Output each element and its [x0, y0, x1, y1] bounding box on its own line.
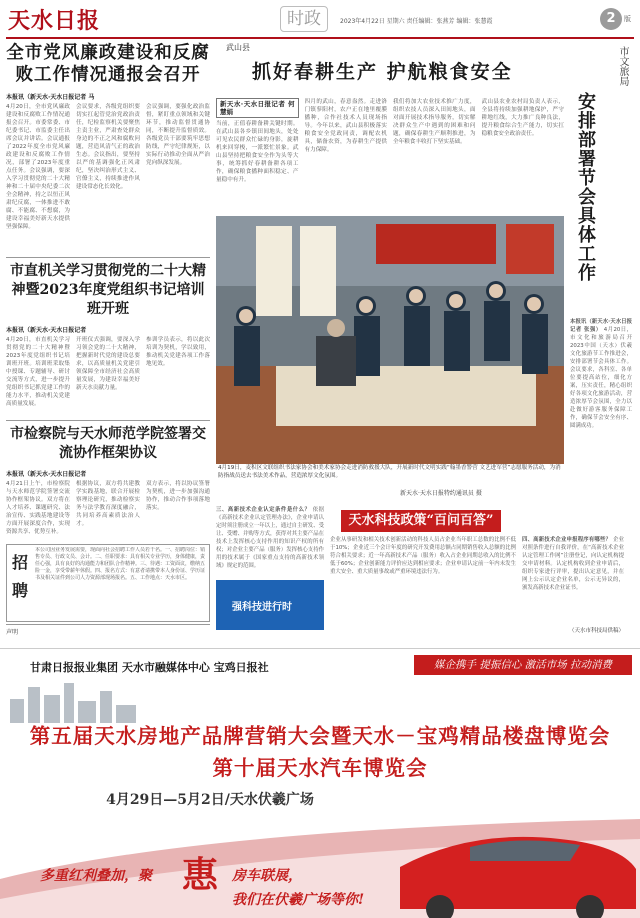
article-text: 我们将加大农业技术推广力度，组织农技人员深入田间地头，面对面开展技术指导服务，切实解决群众生产中遇到的困难和问题，确保春耕生产顺利推进，为全年粮食丰收打下坚实基础。 [393, 99, 476, 145]
article-text: 4月21日上午，市检察院与天水师范学院签署交流协作框架协议。双方将在人才培养、课题研究、法治宣传、实践基地建设等方面开展深度合作，实现资源共享、优势互补。 [6, 481, 70, 535]
tech-column-1 [216, 506, 324, 578]
ad-promo-left: 多重红利叠加，聚 [40, 868, 152, 884]
spring-farming-article [216, 42, 564, 84]
spring-farming-body [216, 98, 564, 216]
article-text: 根据协议，双方将共建教学实践基地，联合开展检察理论研究，推动检察实务与法学教育深度融合，共同培养高素质法治人才。 [76, 481, 140, 527]
article-text: 当前，正值春耕备耕关键时期。在武山县各乡镇田间地头，处处可见农民群众忙碌的身影，旋耕机来回穿梭，一派繁忙景象。武山县坚持把粮食安全作为头等大事，统筹抓好春耕备耕各项工作，确保粮食播种面积稳定、产量稳中有升。 [216, 121, 299, 183]
article-body-training [6, 336, 210, 416]
article-text: 依据《高新技术企业认定管理办法》，企业申请认定时须注册成立一年以上，通过自主研发、受让、受赠、并购等方式，获得对其主要产品在技术上发挥核心支持作用的知识产权的所有权；对企业主要产品（服务）发挥核心支持作用的技术属于《国家重点支持的高新技术领域》规定的范围。 [216, 507, 324, 569]
byline-training: 本报讯（新天水·天水日报记者 [6, 327, 87, 334]
ad-date-venue: 4月29日—5月2日/天水伏羲广场 [106, 792, 314, 808]
byline-anticorruption: 本报讯（新天水·天水日报记者 马 [6, 94, 95, 101]
headline-anticorruption[interactable]: 全市党风廉政建设和反腐败工作情况通报会召开 [6, 43, 210, 85]
article-kicker: 武山县 [226, 43, 250, 52]
headline-training[interactable]: 市直机关学习贯彻党的二十大精神暨2023年度党组织书记培训班开班 [10, 263, 206, 317]
photo-caption: 4月19日，麦积区文联组织书法家协会和美术家协会走进消防救援大队，开展新时代文明实践“翰墨香警营 文艺进军营”志愿服务活动，为消防指战员送去书法美术作品，营造浓厚文化氛围。 [218, 465, 561, 479]
article-text: 会议要求，各级党组织要切实扛起管党治党政治责任，纪检监察机关要聚焦主责主业，严肃查处群众身边的不正之风和腐败问题，营造风清气正的政治生态。会议指出，要坚持以严的基调强化正风肃纪，坚决纠治形式主义、官僚主义，持续推进作风建设常态化长效化。 [76, 104, 140, 190]
article-text: 武山县农业农村局负责人表示，全县将持续加强耕地保护，严守耕地红线，大力推广良种良法，提升粮食综合生产能力，切实扛稳粮食安全政治责任。 [481, 99, 564, 137]
classified-ad[interactable] [6, 544, 210, 622]
section-label: 时政 [280, 6, 328, 32]
byline-festival: 本报讯（新天水·天水日报记者 张强） [570, 319, 632, 333]
tech-question-1: 三、高新技术企业认定条件是什么？ [216, 507, 311, 513]
statement-label: 声明 [6, 624, 210, 636]
ad-promo-bottom: 我们在伏羲广场等你! [232, 892, 365, 908]
article-text: 四月的武山，春意盎然。走进洛门镇蓼阳村，农户正在地里覆膜播种，合作社技术人员现场指导。今年以来，武山县积极落实粮食安全党政同责，调配农机具，储备农资，为春耕生产提供有力保障。 [304, 99, 387, 153]
tech-column-3 [522, 536, 624, 624]
byline-farming: 新天水·天水日报记者 何慧娟 [216, 98, 299, 118]
tech-question-2: 四、高新技术企业申报程序有哪些？ [522, 537, 612, 543]
tech-policy-section [216, 506, 630, 636]
ad-promo-right: 房车联展， [232, 868, 302, 884]
article-body-festival [570, 318, 632, 473]
ad-title-auto: 第十届天水汽车博览会 [212, 756, 428, 780]
tech-thumbnail[interactable]: 强科技进行时 [216, 580, 324, 630]
article-text: 参训学员表示，将以此次培训为契机，学以致用，推动机关党建各项工作落地见效。 [146, 337, 210, 367]
ad-sponsors: 甘肃日报报业集团 天水市融媒体中心 宝鸡日报社 [30, 661, 269, 674]
article-text: 双方表示，将以协议签署为契机，进一步加强沟通协作，推动合作事项落地落实。 [146, 481, 210, 511]
ad-hui-character: 惠 [182, 854, 219, 896]
tech-policy-banner[interactable]: 天水科技政策“百问百答” [341, 510, 501, 532]
article-text: 4月20日，市直机关学习贯彻党的二十大精神暨2023年度党组织书记培训班开班。培训班采取集中授课、专题辅导、研讨交流等方式，进一步提升党组织书记抓党建工作的能力水平，推动机关党建高质量发展。 [6, 337, 70, 407]
masthead [0, 0, 640, 38]
article-text: 4月20日，市文化和旅游局召开2023中国（天水）伏羲文化旅游节工作推进会，安排部署节会具体工作。会议要求，各科室、各单位要提高站位，细化方案，压实责任，精心组织好各项文化旅游活动，营造浓厚节会氛围，全力以赴做好游客服务保障工作，确保节会安全有序、圆满成功。 [570, 327, 632, 429]
page-number: 2 [600, 8, 622, 30]
photo-calligraphy-scene [216, 216, 564, 464]
ad-slogan: 媒企携手 提振信心 激活市场 拉动消费 [414, 655, 632, 675]
news-photo[interactable] [216, 216, 564, 464]
right-kicker: 市文旅局 [617, 46, 628, 86]
tech-credit: （天水市科技局供稿） [568, 628, 624, 634]
issue-meta: 2023年4月22日 星期六 责任编辑：张燕芳 编辑：张慧霞 [340, 18, 493, 25]
article-text: 企业对照条件进行自我评价，在“高新技术企业认定管理工作网”注册登记，向认定机构提交申请材料。认定机构收到企业申请后，组织专家进行评审，提出认定意见，并在网上公示认定企业名单，公示无异议的，颁发高新技术企业证书。 [522, 537, 624, 591]
article-column [216, 98, 299, 216]
divider [6, 257, 210, 258]
photo-credit: 新天水·天水日报特约通讯员 摄 [400, 490, 482, 497]
newspaper-logo[interactable]: 天水日报 [8, 8, 101, 34]
article-text: 开班仪式强调，要深入学习领会党的二十大精神，把握新时代党的建设总要求，以高质量机关党建引领保障全市经济社会高质量发展，为建设幸福美好新天水贡献力量。 [76, 337, 140, 391]
article-text: 会议强调，要强化政治监督，紧盯重点领域和关键环节，推动监督贯通协同，不断提升监督质效。各级党员干部要筑牢思想防线，严守纪律规矩，以实际行动推动全面从严治党向纵深发展。 [146, 104, 210, 166]
page-label: 版 [624, 15, 631, 23]
right-column [568, 42, 634, 472]
divider [6, 420, 210, 421]
headline-spring-farming[interactable]: 抓好春耕生产 护航粮食安全 [252, 61, 513, 83]
recruit-tag: 招聘 [11, 553, 28, 600]
headline-festival[interactable]: 安排部署节会具体工作 [575, 92, 596, 282]
article-text: 4月20日，全市党风廉政建设和反腐败工作情况通报会召开。市委常委、市纪委书记、市监委主任出席会议并讲话。会议通报了2022年度全市党风廉政建设和反腐败工作情况，部署了2023年度重点任务。会议强调，要深入学习贯彻党的二十大精神和二十届中央纪委二次全会精神，持之以恒正风肃纪反腐，一体推进不敢腐、不能腐、不想腐，为建设幸福美好新天水提供坚强保障。 [6, 104, 70, 230]
ad-title-expo: 第五届天水房地产品牌营销大会暨天水－宝鸡精品楼盘博览会 [29, 724, 611, 748]
expo-advertisement[interactable] [0, 648, 640, 918]
masthead-divider [6, 37, 634, 39]
skyline-icon [0, 679, 160, 723]
left-column [6, 42, 210, 564]
byline-procuratorate: 本报讯（新天水·天水日报记者 [6, 471, 87, 478]
headline-procuratorate[interactable]: 市检察院与天水师范学院签署交流协作框架协议 [10, 426, 206, 461]
article-text: 企业从事研发和相关技术创新活动的科技人员占企业当年职工总数的比例不低于10%；企业近三个会计年度的研究开发费用总额占同期销售收入总额的比例符合相关要求；近一年高新技术产品（服务）收入占企业同期总收入的比例不低于60%；企业创新能力评价应达到相应要求；企业申请认定前一年内未发生重大安全、重大质量事故或严重环境违法行为。 [330, 537, 516, 575]
article-body-anticorruption [6, 103, 210, 253]
classified-text: 本公司因业务发展需要，现面向社会招聘工作人员若干名。一、招聘岗位：销售专员、行政文员、会计。二、任职要求：具有相关专业学历，身体健康，责任心强，具有良好的沟通能力和团队合作精神。三、待遇：工资面议，缴纳五险一金，享受带薪年休假。四、报名方式：有意者请携带本人身份证、学历证书及相关证件到公司人力资源部现场报名。五、工作地点：天水市区。 [35, 547, 206, 581]
